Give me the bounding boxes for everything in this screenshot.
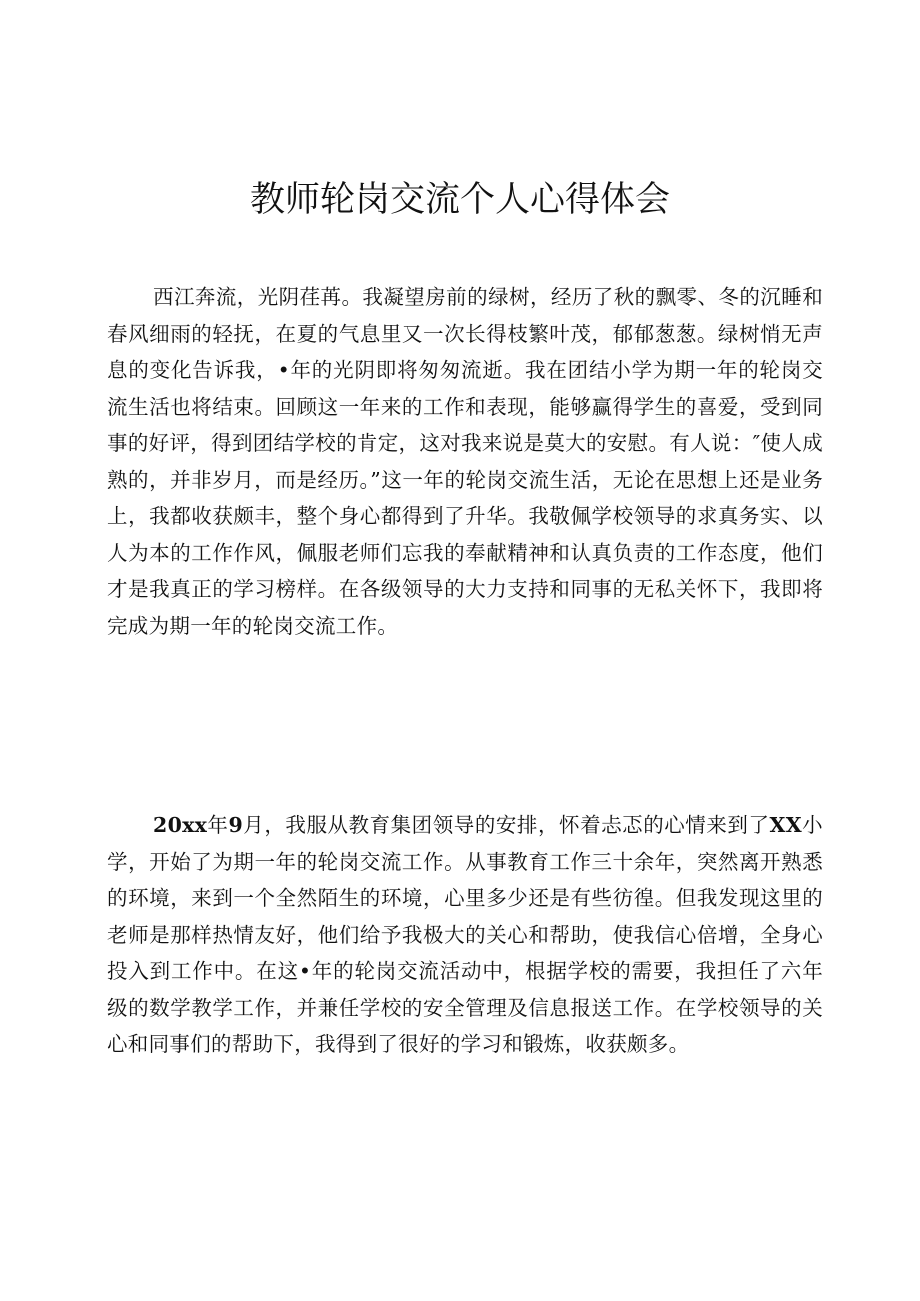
year-text: 20xx [153,813,208,837]
document-title: 教师轮岗交流个人心得体会 [249,180,670,220]
paragraph-2-text-c: 小学，开始了为期一年的轮岗交流工作。从事教育工作三十余年，突然离开熟悉的环境，来到一个全然陌生的环境，心里多少还是有些彷徨。但我发现这里的老师是那样热情友好，他们给予我极大的关心和帮助，使我信心倍增，全身心投入到工作中。在这•年的轮岗交流活动中，根据学校的需要，我担任了六年级的数学教学工作，并兼任学校的安全管理及信息报送工作。在学校领导的关心和同事们的帮助下，我得到了很好的学习和锻炼，收获颇多。 [107,813,823,1056]
year-suffix: 年 [207,813,229,837]
school-name: XX [769,813,802,837]
paragraph-1: 西江奔流，光阴荏苒。我凝望房前的绿树，经历了秋的飘零、冬的沉睡和春风细雨的轻抚，在夏的气息里又一次长得枝繁叶茂，郁郁葱葱。绿树悄无声息的变化告诉我，•年的光阴即将匆匆流逝。我在团结小学为期一年的轮岗交流生活也将结束。回顾这一年来的工作和表现，能够赢得学生的喜爱，受到同事的好评，得到团结学校的肯定，这对我来说是莫大的安慰。有人说：″使人成熟的，并非岁月，而是经历。”这一年的轮岗交流生活，无论在思想上还是业务上，我都收获颇丰，整个身心都得到了升华。我敬佩学校领导的求真务实、以人为本的工作作风，佩服老师们忘我的奉献精神和认真负责的工作态度，他们才是我真正的学习榜样。在各级领导的大力支持和同事的无私关怀下，我即将完成为期一年的轮岗交流工作。 [107,285,823,638]
paragraph-2-text-b: 月，我服从教育集团领导的安排，怀着忐忑的心情来到了 [243,813,770,837]
month-text: 9 [228,813,244,837]
paragraph-2 [107,807,823,1063]
